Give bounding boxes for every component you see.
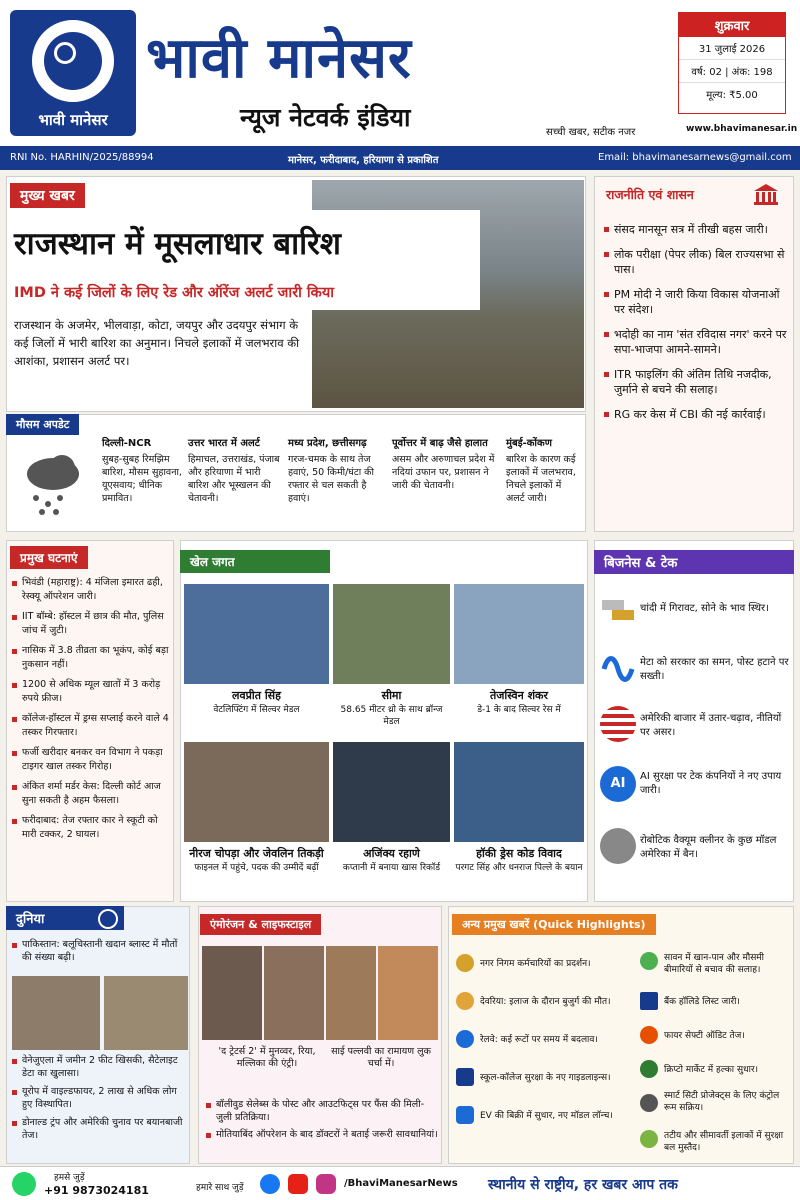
email-link[interactable]: Email: bhavimanesarnews@gmail.com bbox=[598, 152, 792, 163]
weather-label: मौसम अपडेट bbox=[6, 414, 79, 435]
quick-label-en: (Quick Highlights) bbox=[533, 918, 646, 931]
weather-text: हिमाचल, उत्तराखंड, पंजाब और हरियाणा में भारी बारिश और भूस्खलन की चेतावनी। bbox=[188, 454, 280, 504]
business-item: रोबोटिक वैक्यूम क्लीनर के कुछ मॉडल अमेरिका में बैन। bbox=[640, 835, 777, 860]
sports-caption bbox=[184, 848, 329, 874]
issue: वर्ष: 02 | अंक: 198 bbox=[679, 60, 785, 83]
date-box bbox=[678, 12, 786, 114]
business-item: मेटा को सरकार का समन, पोस्ट हटाने पर सख्ती। bbox=[640, 657, 789, 682]
meta-logo-icon bbox=[600, 654, 636, 684]
weather-item bbox=[392, 437, 496, 492]
sports-caption bbox=[333, 690, 450, 728]
weather-title: उत्तर भारत में अलर्ट bbox=[188, 438, 260, 449]
list-item: ITR फाइलिंग की अंतिम तिथि नजदीक, जुर्माने से बचने की सलाह। bbox=[604, 367, 788, 397]
bank-icon bbox=[640, 992, 658, 1010]
rain-cloud-icon bbox=[20, 452, 86, 518]
entertainment-caption: 'द ट्रेटर्स 2' में मुनव्वर, रिया, मल्लिका की एंट्री। bbox=[218, 1046, 316, 1069]
train-icon bbox=[456, 1030, 474, 1048]
rni-number: RNI No. HARHIN/2025/88994 bbox=[10, 152, 154, 163]
quick-item: स्मार्ट सिटी प्रोजेक्ट्स के लिए कंट्रोल रूम सक्रिय। bbox=[664, 1091, 780, 1113]
masthead-subtitle: न्यूज नेटवर्क इंडिया bbox=[240, 103, 411, 132]
government-building-icon bbox=[752, 182, 780, 206]
quick-item: तटीय और सीमावर्ती इलाकों में सुरक्षा बल मुस्तैद। bbox=[664, 1131, 784, 1153]
list-item: कॉलेज-हॉस्टल में ड्रग्स सप्लाई करने वाले 4 तस्कर गिरफ्तार। bbox=[12, 712, 170, 739]
celebrity-photo bbox=[202, 946, 262, 1040]
join-label: हमसे जुड़ें bbox=[54, 1173, 85, 1183]
camera-icon bbox=[640, 1094, 658, 1112]
quick-item: स्कूल-कॉलेज सुरक्षा के नए गाइडलाइन्स। bbox=[480, 1073, 611, 1083]
document-icon bbox=[456, 1068, 474, 1086]
athlete-name: सीमा bbox=[381, 689, 402, 702]
logo-text: भावी मानेसर bbox=[38, 111, 108, 129]
athlete-photo bbox=[333, 584, 450, 684]
plant-icon bbox=[640, 1130, 658, 1148]
list-item: लोक परीक्षा (पेपर लीक) बिल राज्यसभा से पास। bbox=[604, 247, 788, 277]
blast-photo bbox=[12, 976, 100, 1050]
sports-caption bbox=[454, 848, 584, 874]
ai-icon: AI bbox=[600, 766, 636, 802]
entertainment-caption: साई पल्लवी का रामायण लुक चर्चा में। bbox=[331, 1046, 431, 1069]
list-item: डोनाल्ड ट्रंप और अमेरिकी चुनाव पर बयानबाजी तेज। bbox=[12, 1116, 186, 1142]
quick-item: बैंक हॉलिडे लिस्ट जारी। bbox=[664, 997, 740, 1007]
list-item: पाकिस्तान: बलूचिस्तानी खदान ब्लास्ट में मौतों की संख्या बढ़ी। bbox=[12, 938, 186, 964]
celebrity-photo bbox=[264, 946, 324, 1040]
social-handle[interactable]: /BhaviManesarNews bbox=[344, 1178, 458, 1189]
athlete-name: अजिंक्य रहाणे bbox=[363, 847, 420, 860]
footer-slogan: स्थानीय से राष्ट्रीय, हर खबर आप तक bbox=[488, 1177, 678, 1193]
day: शुक्रवार bbox=[679, 13, 785, 37]
main-lead: राजस्थान के अजमेर, भीलवाड़ा, कोटा, जयपुर और उदयपुर संभाग के कई जिलों में भारी बारिश का अनुमान। निचले इलाकों में जलभराव की आशंका, प्रशासन अलर्ट पर। bbox=[14, 318, 300, 368]
weather-title: मध्य प्रदेश, छत्तीसगढ़ bbox=[288, 438, 367, 449]
with-us-label: हमारे साथ जुड़ें bbox=[196, 1183, 244, 1193]
weather-title: दिल्ली-NCR bbox=[102, 438, 152, 449]
leaf-icon bbox=[640, 952, 658, 970]
list-item: संसद मानसून सत्र में तीखी बहस जारी। bbox=[604, 222, 788, 237]
globe-icon bbox=[94, 906, 122, 932]
celebrity-photo bbox=[326, 946, 376, 1040]
quick-item: नगर निगम कर्मचारियों का प्रदर्शन। bbox=[480, 959, 591, 969]
business-item: चांदी में गिरावट, सोने के भाव स्थिर। bbox=[640, 603, 769, 614]
quick-item: रेलवे: कई रूटों पर समय में बदलाव। bbox=[480, 1035, 598, 1045]
list-item: भिवंडी (महाराष्ट्र): 4 मंजिला इमारत ढही, रेस्क्यू ऑपरेशन जारी। bbox=[12, 576, 170, 603]
list-item: वेनेजुएला में जमीन 2 फीट खिसकी, सैटेलाइट डेटा का खुलासा। bbox=[12, 1054, 186, 1080]
quick-item: EV की बिक्री में सुधार, नए मॉडल लॉन्च। bbox=[480, 1111, 613, 1121]
list-item: नासिक में 3.8 तीव्रता का भूकंप, कोई बड़ा नुकसान नहीं। bbox=[12, 644, 170, 671]
weather-text: असम और अरुणाचल प्रदेश में नदियां उफान पर, प्रशासन ने जारी की चेतावनी। bbox=[392, 454, 495, 491]
weather-item bbox=[188, 437, 280, 505]
world-list-2 bbox=[12, 1054, 186, 1147]
logo bbox=[10, 10, 136, 136]
landslide-photo bbox=[104, 976, 188, 1050]
youtube-icon[interactable] bbox=[288, 1174, 308, 1194]
events-label: प्रमुख घटनाएं bbox=[10, 546, 88, 569]
weather-item bbox=[102, 437, 182, 505]
athlete-text: फाइनल में पहुंचे, पदक की उम्मीदें बढ़ीं bbox=[194, 863, 319, 873]
sports-label: खेल जगत bbox=[180, 550, 330, 573]
business-item: AI सुरक्षा पर टेक कंपनियों ने नए उपाय जारी। bbox=[640, 771, 782, 796]
world-list bbox=[12, 938, 186, 971]
list-item: बॉलीवुड सेलेब्स के पोस्ट और आउटफिट्स पर फैंस की मिली-जुली प्रतिक्रिया। bbox=[206, 1098, 438, 1124]
list-item: फरीदाबाद: तेज रफ्तार कार ने स्कूटी को मारी टक्कर, 2 घायल। bbox=[12, 814, 170, 841]
quick-item: फायर सेफ्टी ऑडिट तेज। bbox=[664, 1031, 745, 1041]
date: 31 जुलाई 2026 bbox=[679, 37, 785, 60]
weather-item bbox=[506, 437, 582, 505]
athlete-photo bbox=[454, 584, 584, 684]
us-flag-icon bbox=[600, 706, 636, 742]
crypto-icon bbox=[640, 1060, 658, 1078]
athlete-name: हॉकी ड्रेस कोड विवाद bbox=[476, 847, 562, 860]
quick-item: देवरिया: इलाज के दौरान बुजुर्ग की मौत। bbox=[480, 997, 611, 1007]
masthead-title: भावी मानेसर bbox=[146, 25, 412, 91]
athlete-name: तेजस्विन शंकर bbox=[489, 689, 549, 702]
athlete-photo bbox=[454, 742, 584, 842]
masthead-tagline: सच्ची खबर, सटीक नजर bbox=[546, 127, 636, 138]
facebook-icon[interactable] bbox=[260, 1174, 280, 1194]
athlete-text: परगट सिंह और धनराज पिल्ले के बयान bbox=[455, 863, 583, 873]
published-from: मानेसर, फरीदाबाद, हरियाणा से प्रकाशित bbox=[288, 155, 439, 166]
whatsapp-icon[interactable] bbox=[12, 1172, 36, 1196]
list-item: मोतियाबिंद ऑपरेशन के बाद डॉक्टरों ने बताई जरूरी सावधानियां। bbox=[206, 1128, 438, 1141]
robot-vacuum-icon bbox=[600, 828, 636, 864]
weather-text: सुबह-सुबह रिमझिम बारिश, मौसम सुहावना, यूएसवाय; धीनिक प्रमावित। bbox=[102, 454, 182, 504]
info-bar bbox=[0, 146, 800, 170]
weather-text: बारिश के कारण कई इलाकों में जलभराव, निचले इलाकों में अलर्ट जारी। bbox=[506, 454, 576, 504]
list-item: PM मोदी ने जारी किया विकास योजनाओं पर संदेश। bbox=[604, 287, 788, 317]
list-item: भदोही का नाम 'संत रविदास नगर' करने पर सपा-भाजपा आमने-सामने। bbox=[604, 327, 788, 357]
quick-item: क्रिप्टो मार्केट में हल्का सुधार। bbox=[664, 1065, 759, 1075]
phone-number[interactable]: +91 9873024181 bbox=[44, 1184, 149, 1197]
sports-caption bbox=[333, 848, 450, 874]
car-icon bbox=[456, 1106, 474, 1124]
main-headline: राजस्थान में मूसलाधार बारिश bbox=[14, 226, 341, 262]
politics-label: राजनीति एवं शासन bbox=[606, 187, 694, 202]
sports-caption bbox=[184, 690, 329, 716]
entertainment-label: एंमोरंजन & लाइफस्टाइल bbox=[200, 914, 321, 935]
fire-icon bbox=[640, 1026, 658, 1044]
politics-list bbox=[604, 222, 788, 432]
price: मूल्य: ₹5.00 bbox=[706, 90, 758, 101]
athlete-text: वेटलिफ्टिंग में सिल्वर मेडल bbox=[213, 705, 300, 715]
athlete-photo bbox=[184, 584, 329, 684]
weather-text: गरज-चमक के साथ तेज हवाएं, 50 किमी/घंटा की रफ्तार से चल सकती है हवाएं। bbox=[288, 454, 374, 504]
athlete-text: 58.65 मीटर थ्रो के साथ ब्रॉन्ज मेडल bbox=[340, 705, 443, 727]
sports-caption bbox=[454, 690, 584, 716]
coin-icon bbox=[456, 954, 474, 972]
quick-label bbox=[452, 914, 656, 935]
athlete-text: कप्तानी में बनाया खास रिकॉर्ड bbox=[342, 863, 441, 873]
list-item: फर्जी खरीदार बनकर वन विभाग ने पकड़ा टाइगर खाल तस्कर गिरोह। bbox=[12, 746, 170, 773]
world-label: दुनिया bbox=[6, 906, 124, 930]
list-item: अंकित शर्मा मर्डर केस: दिल्ली कोर्ट आज सुना सकती है अहम फैसला। bbox=[12, 780, 170, 807]
athlete-photo bbox=[333, 742, 450, 842]
list-item: यूरोप में वाइल्डफायर, 2 लाख से अधिक लोग हुए विस्थापित। bbox=[12, 1085, 186, 1111]
athlete-text: डे-1 के बाद सिल्वर रेस में bbox=[477, 705, 561, 715]
quick-item: सावन में खान-पान और मौसमी बीमारियों से बचाव की सलाह। bbox=[664, 953, 765, 975]
website-link[interactable]: www.bhavimanesar.in bbox=[686, 124, 798, 134]
athlete-name: लवप्रीत सिंह bbox=[232, 689, 281, 702]
athlete-name: नीरज चोपड़ा और जेवलिन तिकड़ी bbox=[189, 847, 324, 860]
entertainment-list bbox=[206, 1098, 438, 1145]
celebrity-photo bbox=[378, 946, 438, 1040]
list-item: 1200 से अधिक म्यूल खातों में 3 करोड़ रुपये फ्रीज। bbox=[12, 678, 170, 705]
business-label: बिजनेस & टेक bbox=[594, 550, 794, 574]
business-item: अमेरिकी बाजार में उतार-चढ़ाव, नीतियों पर असर। bbox=[640, 713, 782, 738]
instagram-icon[interactable] bbox=[316, 1174, 336, 1194]
events-list bbox=[12, 576, 170, 848]
athlete-photo bbox=[184, 742, 329, 842]
medical-icon bbox=[456, 992, 474, 1010]
logo-emblem-icon bbox=[32, 20, 114, 102]
gold-bars-icon bbox=[600, 596, 636, 624]
weather-title: पूर्वोत्तर में बाढ़ जैसे हालात bbox=[392, 438, 488, 449]
main-subhead: IMD ने कई जिलों के लिए रेड और ऑरेंज अलर्ट जारी किया bbox=[14, 285, 334, 301]
main-news-label: मुख्य खबर bbox=[10, 183, 85, 208]
list-item: RG कर केस में CBI की नई कार्रवाई। bbox=[604, 407, 788, 422]
quick-label-hi: अन्य प्रमुख खबरें bbox=[462, 918, 530, 931]
list-item: IIT बॉम्बे: हॉस्टल में छात्र की मौत, पुलिस जांच में जुटी। bbox=[12, 610, 170, 637]
weather-title: मुंबई-कोंकण bbox=[506, 438, 552, 449]
weather-item bbox=[288, 437, 382, 505]
